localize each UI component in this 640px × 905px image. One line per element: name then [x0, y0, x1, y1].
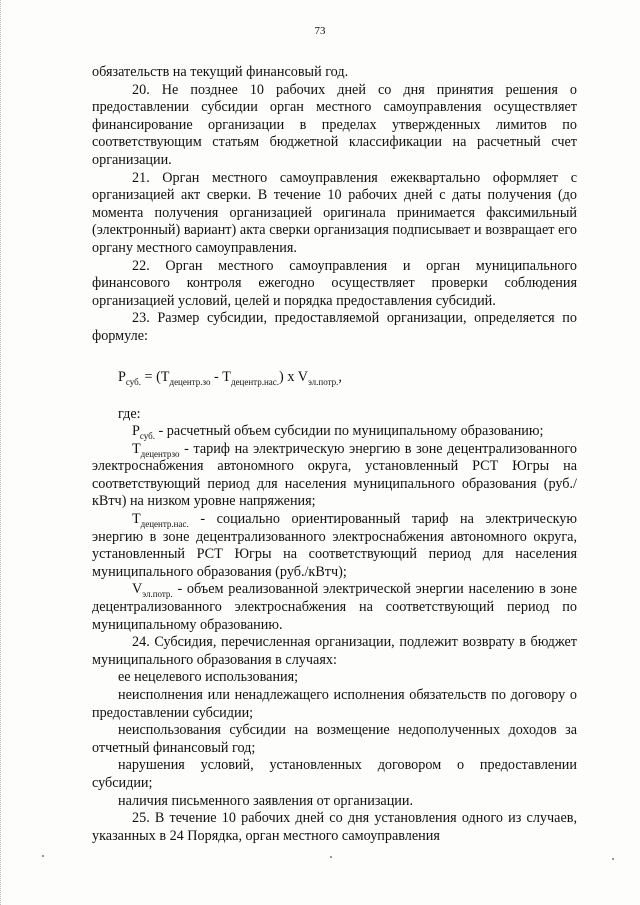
- paragraph-25: 25. В течение 10 рабочих дней со дня установления одного из случаев, указанных в 24 Порядка, орган местного самоуправления: [92, 810, 577, 844]
- definition-item: $P_{суб.}$ - расчетный объем субсидии по муниципальному образованию;: [132, 423, 544, 441]
- definition-item: $T_{децентр.нас.}$ - социально ориентированный тариф на электрическую энергию в зоне децентрализованного электроснабжения автономного округа, установленный РСТ Югры на соответствующий период для населения муниципального образования (руб./кВтч);: [92, 511, 577, 580]
- case-item: неисполнения или ненадлежащего исполнения обязательств по договору о предоставлении субсидии;: [92, 687, 577, 721]
- paragraph-22: 22. Орган местного самоуправления и орган муниципального финансового контроля ежегодно осуществляет проверки соблюдения организацией условий, целей и порядка предоставления субсидий.: [92, 257, 577, 309]
- case-item: наличия письменного заявления от организации.: [118, 792, 414, 809]
- scan-edge: [0, 0, 4, 905]
- subsidy-formula: $P_{суб.} = (T_{децентр.зо} - T_{децентр.нас.})$ x $V_{эл.потр.}$,: [118, 368, 342, 387]
- definition-item: $T_{децентрзо}$ - тариф на электрическую энергию в зоне децентрализованного электроснабжения автономного округа, установленный РСТ Югры на соответствующий период для населения муниципального образования (руб./кВтч) на низком уровне напряжения;: [92, 440, 577, 510]
- case-item: неиспользования субсидии на возмещение недополученных доходов за отчетный финансовый год;: [92, 722, 577, 756]
- case-item: ее нецелевого использования;: [118, 669, 299, 686]
- paragraph-23: 23. Размер субсидии, предоставляемой организации, определяется по формуле:: [92, 310, 577, 344]
- document-body: [92, 64, 577, 845]
- scan-speck: [612, 858, 614, 860]
- where-label: где:: [118, 405, 141, 422]
- paragraph-21: 21. Орган местного самоуправления ежеквартально оформляет с организацией акт сверки. В течение 10 рабочих дней с даты получения (до момента получения организацией оригинала принимается факсимильный (электронный) вариант) акта сверки организация подписывает и возвращает его органу местного самоуправления.: [92, 169, 577, 256]
- scan-speck: [42, 855, 44, 857]
- page-number: 73: [314, 25, 326, 37]
- definition-item: $V_{эл.потр.}$ - объем реализованной электрической энергии населению в зоне децентрализованного электроснабжения на соответствующий период по муниципальному образованию.: [92, 581, 577, 633]
- paragraph-24: 24. Субсидия, перечисленная организации, подлежит возврату в бюджет муниципального образования в случаях:: [92, 634, 577, 668]
- case-item: нарушения условий, установленных договором о предоставлении субсидии;: [92, 757, 577, 791]
- paragraph-20: 20. Не позднее 10 рабочих дней со дня принятия решения о предоставлении субсидии орган местного самоуправления осуществляет финансирование организации в пределах утвержденных лимитов по соответствующим статьям бюджетной классификации на расчетный счет организации.: [92, 81, 577, 168]
- paragraph-continuation: обязательств на текущий финансовый год.: [92, 64, 349, 80]
- scan-speck: [330, 856, 332, 858]
